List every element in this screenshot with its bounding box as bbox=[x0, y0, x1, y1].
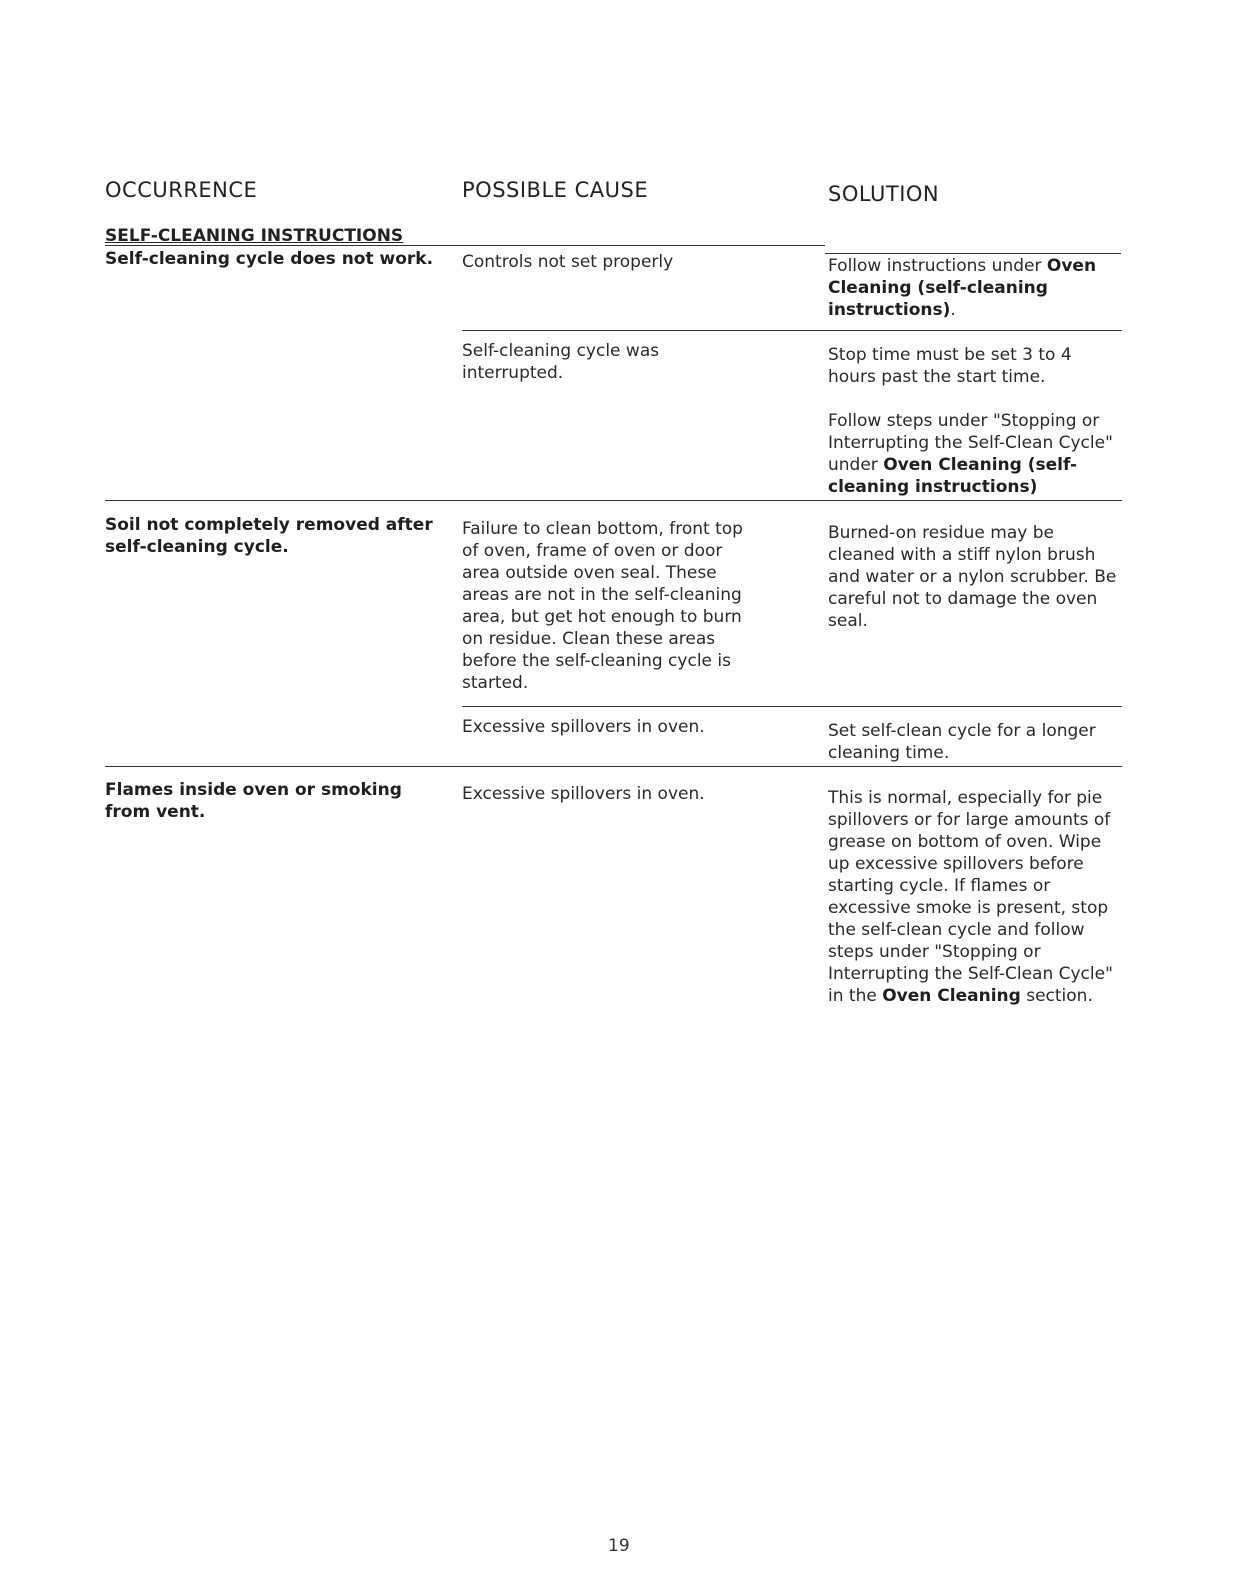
page-number: 19 bbox=[608, 1536, 630, 1556]
solution-text: Set self-clean cycle for a longer cleaning time. bbox=[828, 721, 1096, 763]
solution-text-part: . bbox=[950, 300, 956, 320]
header-occurrence: OCCURRENCE bbox=[105, 178, 258, 202]
divider bbox=[462, 706, 1122, 707]
solution-text: Stop time must be set 3 to 4 hours past the start time. bbox=[828, 345, 1072, 387]
cause-text: Self-cleaning cycle was interrupted. bbox=[462, 341, 660, 383]
header-solution: SOLUTION bbox=[828, 182, 940, 206]
solution-text bbox=[828, 787, 1120, 1007]
occurrence-text: Soil not completely removed after self-cleaning cycle. bbox=[105, 515, 433, 557]
solution-text-part: section. bbox=[1020, 986, 1093, 1006]
occurrence-text: Self-cleaning cycle does not work. bbox=[105, 249, 434, 269]
solution-reference: Oven Cleaning bbox=[882, 986, 1021, 1006]
solution-text-part: Follow steps under "Stopping or Interrupting the Self-Clean Cycle" under bbox=[828, 411, 1113, 475]
header-possible-cause: POSSIBLE CAUSE bbox=[462, 178, 649, 202]
cause-text: Controls not set properly bbox=[462, 252, 674, 272]
divider bbox=[462, 330, 1122, 331]
cause-text: Failure to clean bottom, front top of oven, frame of oven or door area outside oven seal. These areas are not in the self-cleaning area, but get hot enough to burn on residue. Clean these areas before the self-cleaning cycle is started. bbox=[462, 519, 743, 693]
solution-text-part: This is normal, especially for pie spillovers or for large amounts of grease on bottom of oven. Wipe up excessive spillovers before starting cycle. If flames or excessive smoke is present, stop the self-clean cycle and follow steps under "Stopping or Interrupting the Self-Clean Cycle" in the bbox=[828, 788, 1113, 1006]
row-divider bbox=[105, 766, 1122, 767]
row-divider bbox=[105, 500, 1122, 501]
solution-text bbox=[828, 255, 1120, 321]
solution-text-part: Follow instructions under bbox=[828, 256, 1047, 276]
solution-text: Burned-on residue may be cleaned with a stiff nylon brush and water or a nylon scrubber. Be careful not to damage the oven seal. bbox=[828, 523, 1117, 631]
cause-text: Excessive spillovers in oven. bbox=[462, 784, 705, 804]
solution-reference: Oven Cleaning (self-cleaning instructions) bbox=[828, 256, 1097, 320]
occurrence-text: Flames inside oven or smoking from vent. bbox=[105, 780, 402, 822]
divider bbox=[105, 245, 445, 246]
cause-text: Excessive spillovers in oven. bbox=[462, 717, 705, 737]
solution-text bbox=[828, 410, 1120, 498]
divider bbox=[825, 253, 1121, 254]
divider bbox=[445, 245, 825, 246]
section-title: SELF-CLEANING INSTRUCTIONS bbox=[105, 226, 404, 246]
solution-reference: Oven Cleaning (self-cleaning instructions) bbox=[828, 455, 1078, 497]
